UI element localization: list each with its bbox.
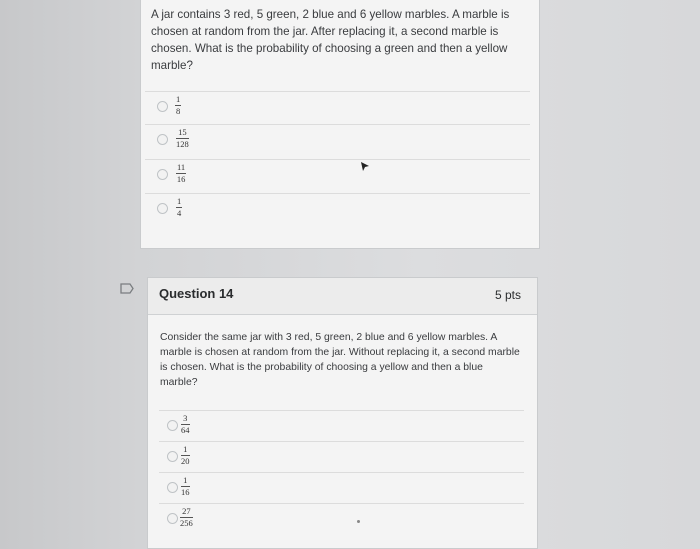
radio-button[interactable] — [157, 203, 168, 214]
cursor-dot — [357, 520, 360, 523]
fraction: 1 16 — [181, 475, 190, 497]
answer-option[interactable] — [145, 193, 530, 226]
question-14-text: Consider the same jar with 3 red, 5 green, 2 blue and 6 yellow marbles. A marble is chosen at random from the jar. Without replacing it, a second marble is chosen. What is the probability of choosing a yellow and then a blue marble? — [160, 332, 520, 388]
fraction: 3 64 — [181, 413, 190, 435]
radio-button[interactable] — [167, 482, 178, 493]
mouse-pointer-icon — [360, 161, 370, 173]
fraction: 15 128 — [176, 127, 189, 149]
answer-option[interactable] — [145, 91, 530, 124]
question-13-text: A jar contains 3 red, 5 green, 2 blue and 6 yellow marbles. A marble is chosen at random from the jar. After replacing it, a second marble is chosen. What is the probability of choosing a green and then a yellow marble? — [151, 8, 510, 72]
answer-option[interactable] — [159, 472, 524, 503]
radio-button[interactable] — [157, 169, 168, 180]
fraction: 27 256 — [180, 506, 193, 528]
question-14-card — [147, 277, 538, 549]
answer-option[interactable] — [159, 441, 524, 472]
radio-button[interactable] — [157, 134, 168, 145]
fraction: 1 8 — [176, 94, 181, 116]
flag-icon[interactable] — [120, 283, 134, 294]
question-13-card — [140, 0, 540, 249]
radio-button[interactable] — [167, 451, 178, 462]
points-label: 5 pts — [494, 288, 521, 302]
fraction: 1 20 — [181, 444, 190, 466]
question-title: Question 14 — [159, 286, 234, 301]
radio-button[interactable] — [157, 101, 168, 112]
question-header — [148, 278, 537, 315]
answer-option[interactable] — [159, 410, 524, 441]
fraction: 1 4 — [177, 196, 182, 218]
answer-option[interactable] — [145, 124, 530, 157]
answer-option[interactable] — [159, 503, 524, 534]
fraction: 11 16 — [176, 162, 186, 184]
radio-button[interactable] — [167, 513, 178, 524]
radio-button[interactable] — [167, 420, 178, 431]
answer-option[interactable] — [145, 159, 530, 192]
